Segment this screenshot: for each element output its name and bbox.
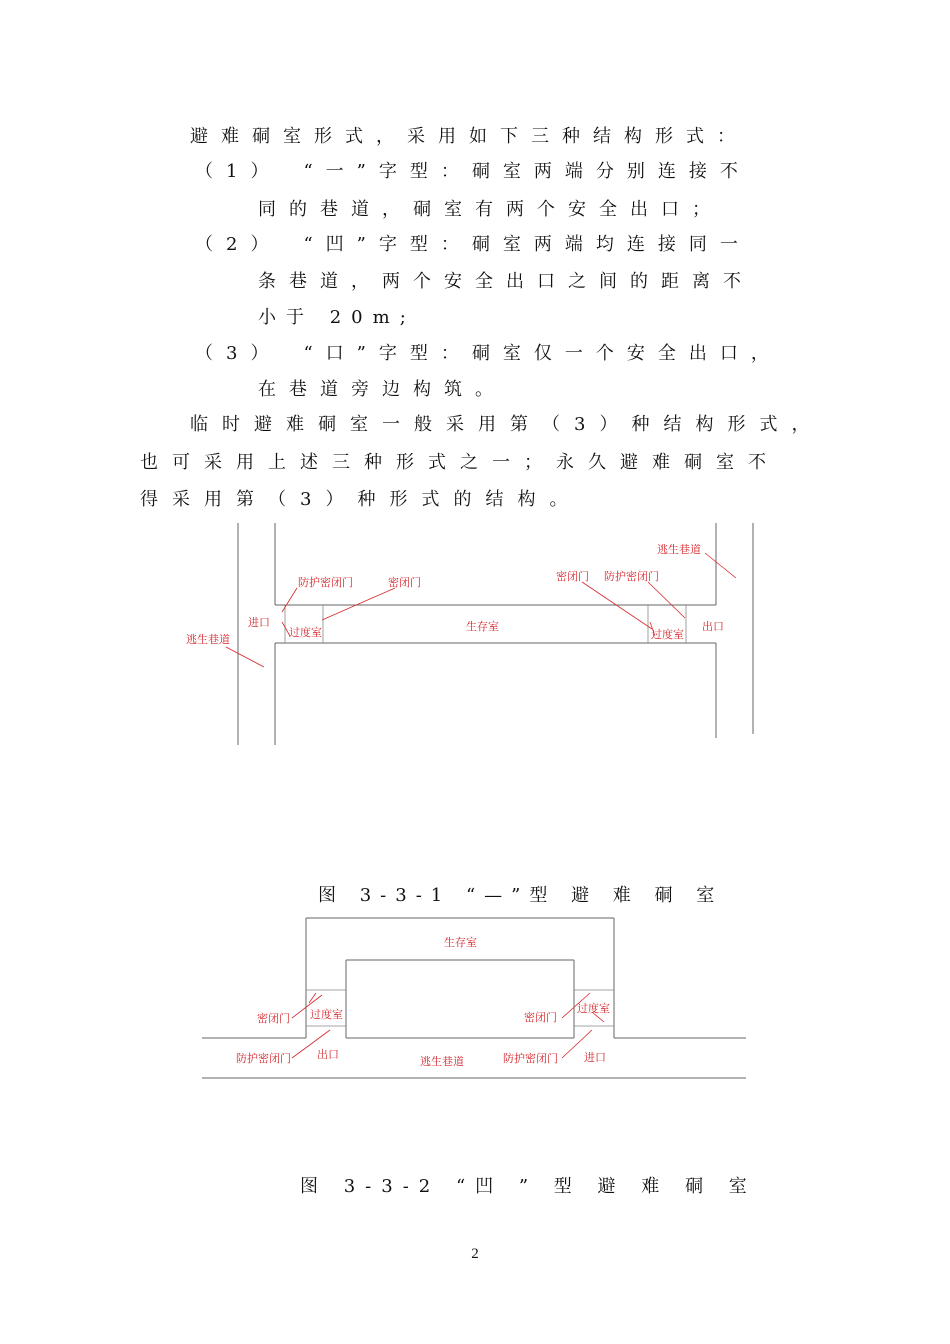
paragraph-line-3: 同的巷道，硐室有两个安全出口； <box>258 199 723 220</box>
fig1-label-protective-door-left: 防护密闭门 <box>298 576 353 589</box>
paragraph-line-5: 条巷道，两个安全出口之间的距离不 <box>258 271 754 292</box>
fig2-label-exit: 出口 <box>317 1048 339 1061</box>
fig1-label-transition-left: 过度室 <box>289 626 322 639</box>
fig1-label-sealed-door-left: 密闭门 <box>388 576 421 589</box>
paragraph-line-2: （1） “一”字型：硐室两端分别连接不 <box>195 161 751 182</box>
figure-1-caption: 图 3-3-1 “—”型 避 难 硐 室 <box>318 885 724 906</box>
fig2-label-transition-right: 过度室 <box>577 1002 610 1015</box>
fig2-label-protective-door-right: 防护密闭门 <box>503 1052 558 1065</box>
paragraph-line-6: 小于 20m; <box>258 307 416 328</box>
paragraph-line-8: 在巷道旁边构筑。 <box>258 379 506 400</box>
paragraph-line-11: 得采用第（3）种形式的结构。 <box>140 489 582 510</box>
fig1-label-escape-tunnel-left: 逃生巷道 <box>186 633 230 646</box>
fig1-label-escape-tunnel-right: 逃生巷道 <box>657 543 701 556</box>
fig1-label-protective-door-right: 防护密闭门 <box>604 570 659 583</box>
paragraph-line-10: 也可采用上述三种形式之一；永久避难硐室不 <box>140 452 780 473</box>
fig2-label-entrance: 进口 <box>584 1051 606 1064</box>
fig1-label-transition-right: 过度室 <box>651 628 684 641</box>
page-number: 2 <box>471 1246 479 1262</box>
fig1-label-sealed-door-right: 密闭门 <box>556 570 589 583</box>
fig2-label-escape-tunnel: 逃生巷道 <box>420 1055 464 1068</box>
paragraph-line-7: （3） “口”字型：硐室仅一个安全出口， <box>195 343 782 364</box>
fig2-label-sealed-door-left: 密闭门 <box>257 1012 290 1025</box>
paragraph-line-9: 临时避难硐室一般采用第（3）种结构形式， <box>190 414 824 435</box>
paragraph-line-4: （2） “凹”字型：硐室两端均连接同一 <box>195 234 751 255</box>
fig2-label-sealed-door-right: 密闭门 <box>524 1011 557 1024</box>
fig2-label-transition-left: 过度室 <box>310 1008 343 1021</box>
fig1-label-entrance: 进口 <box>248 616 270 629</box>
paragraph-line-1: 避难硐室形式，采用如下三种结构形式： <box>190 126 748 147</box>
fig1-label-exit: 出口 <box>702 620 724 633</box>
fig2-label-protective-door-left: 防护密闭门 <box>236 1052 291 1065</box>
fig2-label-survival-room: 生存室 <box>444 936 477 949</box>
fig1-label-survival-room: 生存室 <box>466 620 499 633</box>
figure-2-caption: 图 3-3-2 “凹 ” 型 避 难 硐 室 <box>300 1176 757 1197</box>
